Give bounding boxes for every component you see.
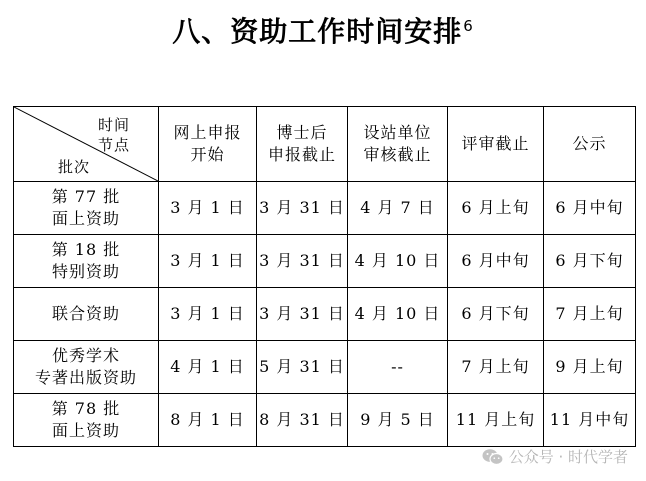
- batch-line: 面上资助: [51, 209, 120, 228]
- header-unit-review-deadline: [348, 107, 448, 182]
- header-postdoc-deadline: [257, 107, 348, 182]
- batch-line: 特别资助: [51, 262, 120, 281]
- header-line: 审核截止: [363, 145, 432, 164]
- header-line: 评审截止: [461, 134, 530, 153]
- date-cell: 5 月 31 日: [257, 341, 348, 394]
- batch-cell: [14, 394, 159, 447]
- corner-header-cell: [14, 107, 159, 182]
- date-cell: 6 月下旬: [448, 288, 544, 341]
- batch-line: 第 77 批: [51, 187, 121, 206]
- date-cell: 8 月 31 日: [257, 394, 348, 447]
- header-review-deadline: [448, 107, 544, 182]
- batch-cell: [14, 182, 159, 235]
- date-cell: 4 月 1 日: [159, 341, 257, 394]
- table-row: [14, 341, 636, 394]
- date-cell: 8 月 1 日: [159, 394, 257, 447]
- date-cell: 6 月中旬: [448, 235, 544, 288]
- header-line: 博士后: [276, 123, 328, 142]
- date-cell: 7 月上旬: [448, 341, 544, 394]
- wechat-icon: [482, 448, 504, 466]
- date-cell: 3 月 1 日: [159, 235, 257, 288]
- batch-line: 面上资助: [51, 421, 120, 440]
- batch-line: 联合资助: [51, 304, 120, 323]
- batch-line: 优秀学术: [51, 346, 120, 365]
- table-header-row: [14, 107, 636, 182]
- date-cell: 3 月 31 日: [257, 235, 348, 288]
- corner-label-node: 节点: [97, 136, 130, 154]
- date-cell: 6 月中旬: [544, 182, 636, 235]
- header-online-start: [159, 107, 257, 182]
- date-cell: 3 月 1 日: [159, 182, 257, 235]
- header-line: 公示: [572, 134, 607, 153]
- date-cell: 3 月 31 日: [257, 182, 348, 235]
- date-cell: 4 月 10 日: [348, 235, 448, 288]
- batch-cell: [14, 341, 159, 394]
- date-cell: 9 月 5 日: [348, 394, 448, 447]
- date-cell: --: [348, 341, 448, 394]
- date-cell: 6 月下旬: [544, 235, 636, 288]
- table-row: [14, 394, 636, 447]
- table-row: [14, 288, 636, 341]
- corner-label-batch: 批次: [58, 158, 91, 176]
- header-line: 网上申报: [173, 123, 242, 142]
- header-line: 设站单位: [363, 123, 432, 142]
- date-cell: 11 月中旬: [544, 394, 636, 447]
- header-publicity: [544, 107, 636, 182]
- page-title: [0, 12, 646, 52]
- batch-cell: [14, 235, 159, 288]
- date-cell: 3 月 31 日: [257, 288, 348, 341]
- title-text: 八、资助工作时间安排: [172, 15, 463, 48]
- date-cell: 7 月上旬: [544, 288, 636, 341]
- title-footnote-marker: 6: [463, 17, 474, 35]
- schedule-table: [13, 106, 636, 447]
- date-cell: 9 月上旬: [544, 341, 636, 394]
- batch-line: 第 78 批: [51, 399, 121, 418]
- table-row: [14, 235, 636, 288]
- date-cell: 11 月上旬: [448, 394, 544, 447]
- batch-cell: [14, 288, 159, 341]
- header-line: 开始: [190, 145, 225, 164]
- date-cell: 4 月 7 日: [348, 182, 448, 235]
- date-cell: 3 月 1 日: [159, 288, 257, 341]
- date-cell: 6 月上旬: [448, 182, 544, 235]
- batch-line: 第 18 批: [51, 240, 121, 259]
- header-line: 申报截止: [267, 145, 336, 164]
- watermark-text: 公众号 · 时代学者: [508, 448, 628, 466]
- corner-label-time: 时间: [97, 116, 130, 134]
- watermark: [482, 446, 628, 467]
- batch-line: 专著出版资助: [34, 368, 137, 387]
- date-cell: 4 月 10 日: [348, 288, 448, 341]
- table-row: [14, 182, 636, 235]
